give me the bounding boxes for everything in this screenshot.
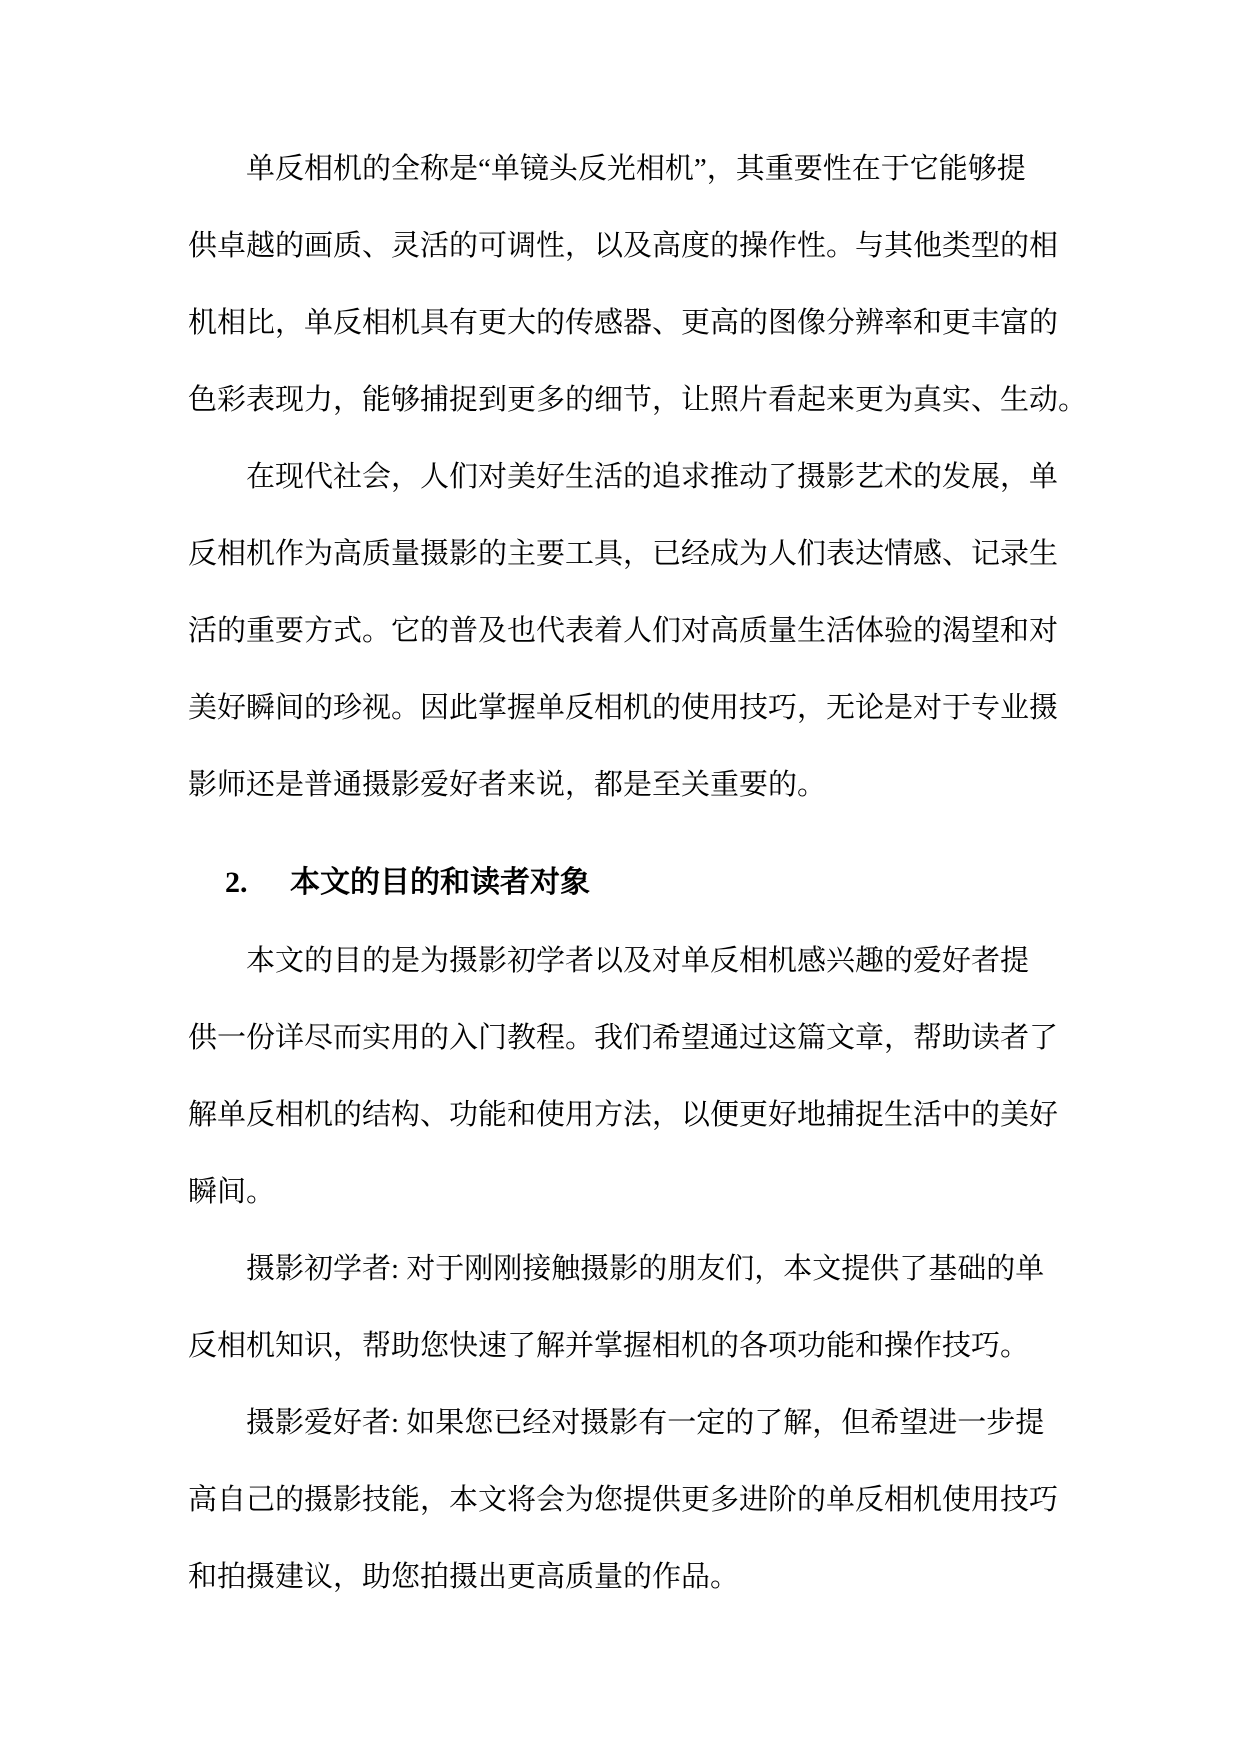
paragraph-line: 本文的目的是为摄影初学者以及对单反相机感兴趣的爱好者提 xyxy=(246,945,1030,977)
paragraph xyxy=(188,1231,1054,1385)
paragraph-line: 供一份详尽而实用的入门教程。我们希望通过这篇文章，帮助读者了 xyxy=(188,1022,1059,1054)
section-heading xyxy=(188,844,1054,921)
paragraph-line: 反相机作为高质量摄影的主要工具，已经成为人们表达情感、记录生 xyxy=(188,538,1059,570)
paragraph-line: 活的重要方式。它的普及也代表着人们对高质量生活体验的渴望和对 xyxy=(188,615,1059,647)
paragraph-line: 瞬间。 xyxy=(188,1176,276,1208)
paragraph-line: 反相机知识，帮助您快速了解并掌握相机的各项功能和操作技巧。 xyxy=(188,1330,1030,1362)
paragraph-line: 摄影初学者: 对于刚刚接触摄影的朋友们，本文提供了基础的单 xyxy=(246,1253,1045,1285)
paragraph-line: 在现代社会，人们对美好生活的追求推动了摄影艺术的发展，单 xyxy=(246,461,1059,493)
paragraph-line: 摄影爱好者: 如果您已经对摄影有一定的了解，但希望进一步提 xyxy=(246,1407,1045,1439)
paragraph-line: 美好瞬间的珍视。因此掌握单反相机的使用技巧，无论是对于专业摄 xyxy=(188,692,1059,724)
heading-title: 本文的目的和读者对象 xyxy=(290,866,590,899)
paragraph-line: 高自己的摄影技能，本文将会为您提供更多进阶的单反相机使用技巧 xyxy=(188,1484,1059,1516)
paragraph-line: 和拍摄建议，助您拍摄出更高质量的作品。 xyxy=(188,1561,740,1593)
paragraph-line: 色彩表现力，能够捕捉到更多的细节，让照片看起来更为真实、生动。 xyxy=(188,384,1088,416)
paragraph-line: 单反相机的全称是“单镜头反光相机”，其重要性在于它能够提 xyxy=(246,153,1026,185)
paragraph-line: 影师还是普通摄影爱好者来说，都是至关重要的。 xyxy=(188,769,827,801)
paragraph-line: 机相比，单反相机具有更大的传感器、更高的图像分辨率和更丰富的 xyxy=(188,307,1059,339)
document-body xyxy=(188,131,1088,1616)
paragraph xyxy=(188,131,1088,439)
paragraph xyxy=(188,1385,1059,1616)
heading-number: 2. xyxy=(225,866,248,899)
paragraph xyxy=(188,439,1059,824)
paragraph-line: 解单反相机的结构、功能和使用方法，以便更好地捕捉生活中的美好 xyxy=(188,1099,1059,1131)
paragraph xyxy=(188,923,1059,1231)
paragraph-line: 供卓越的画质、灵活的可调性，以及高度的操作性。与其他类型的相 xyxy=(188,230,1059,262)
